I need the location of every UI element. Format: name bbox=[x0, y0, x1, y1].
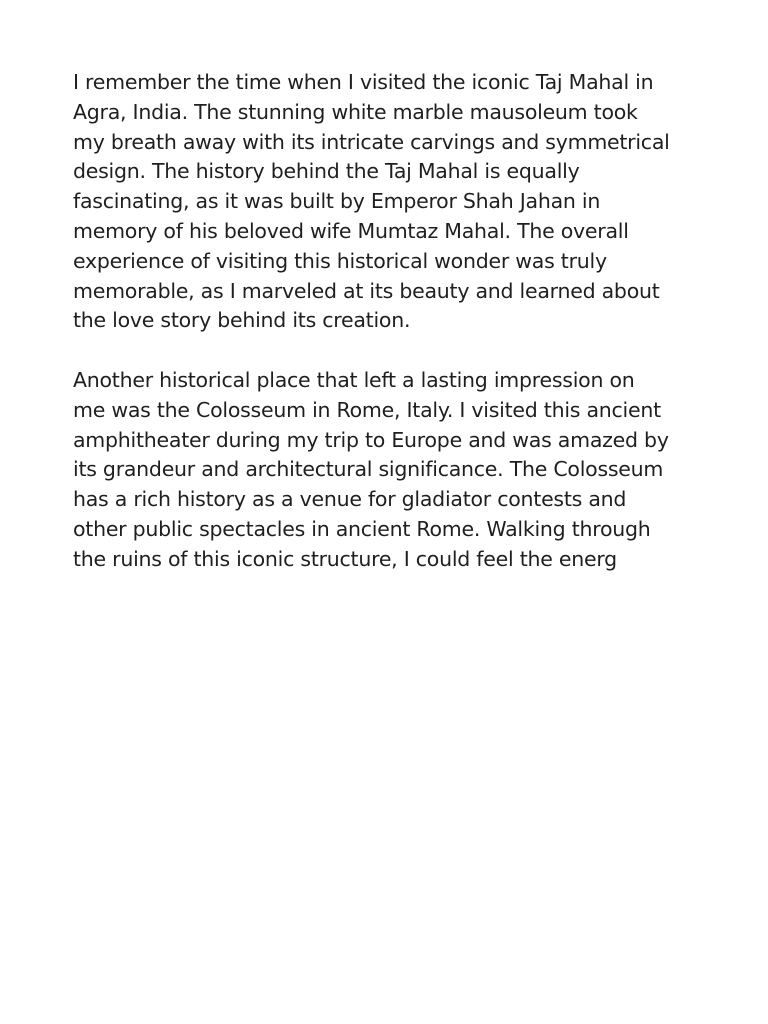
text-line: experience of visiting this historical wonder was truly bbox=[73, 248, 607, 273]
paragraph-colosseum bbox=[73, 366, 713, 575]
text-line: design. The history behind the Taj Mahal is equally bbox=[73, 159, 580, 184]
text-line: memory of his beloved wife Mumtaz Mahal. The overall bbox=[73, 218, 629, 243]
paragraph-taj-mahal bbox=[73, 68, 713, 336]
text-line: Agra, India. The stunning white marble mausoleum took bbox=[73, 99, 638, 124]
text-line: me was the Colosseum in Rome, Italy. I visited this ancient bbox=[73, 397, 661, 422]
paragraph-spacer bbox=[73, 336, 713, 366]
document-body bbox=[73, 68, 713, 575]
text-line: fascinating, as it was built by Emperor Shah Jahan in bbox=[73, 189, 601, 214]
text-line: its grandeur and architectural significance. The Colosseum bbox=[73, 457, 664, 482]
text-line: my breath away with its intricate carvings and symmetrical bbox=[73, 129, 670, 154]
text-line: amphitheater during my trip to Europe and was amazed by bbox=[73, 427, 669, 452]
text-line: memorable, as I marveled at its beauty and learned about bbox=[73, 278, 660, 303]
text-line: the love story behind its creation. bbox=[73, 308, 411, 333]
text-line: I remember the time when I visited the iconic Taj Mahal in bbox=[73, 70, 654, 94]
text-line: other public spectacles in ancient Rome. Walking through bbox=[73, 516, 651, 541]
text-line: Another historical place that left a lasting impression on bbox=[73, 367, 635, 392]
text-line: the ruins of this iconic structure, I could feel the energ bbox=[73, 546, 617, 571]
text-line: has a rich history as a venue for gladiator contests and bbox=[73, 487, 627, 512]
